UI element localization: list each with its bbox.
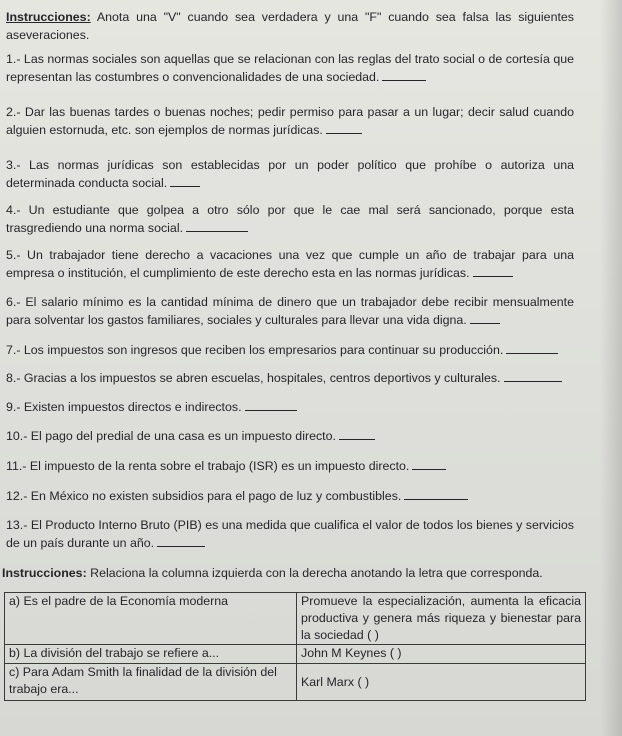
statement-text: 8.- Gracias a los impuestos se abren escuelas, hospitales, centros deportivos y culturales. [6, 371, 501, 385]
statement-1 [6, 50, 574, 86]
instructions-true-false [6, 8, 574, 44]
statement-13 [6, 516, 574, 552]
statement-10 [6, 427, 574, 445]
statement-text: 13.- El Producto Interno Bruto (PIB) es una medida que cualifica el valor de todos los bienes y servicios de un país durante un año. [6, 518, 574, 550]
statement-text: 9.- Existen impuestos directos e indirectos. [6, 400, 242, 414]
right-item-3[interactable]: Karl Marx ( ) [297, 664, 586, 701]
instructions-label: Instrucciones: [2, 566, 87, 580]
answer-blank[interactable] [470, 313, 500, 324]
answer-blank[interactable] [157, 536, 205, 547]
statement-text: 10.- El pago del predial de una casa es un impuesto directo. [6, 429, 336, 443]
right-item-2[interactable]: John M Keynes ( ) [297, 645, 586, 664]
statement-12 [6, 487, 574, 505]
answer-blank[interactable] [473, 266, 513, 277]
statement-8 [6, 369, 574, 387]
statement-3 [6, 156, 574, 192]
instructions-label: Instrucciones: [6, 10, 91, 24]
right-item-1[interactable]: Promueve la especialización, aumenta la eficacia productiva y genera más riqueza y bienestar para la sociedad ( ) [297, 593, 586, 645]
statement-text: 1.- Las normas sociales son aquellas que se relacionan con las reglas del trato social o de cortesía que representan las costumbres o convencionalidades de una sociedad. [6, 52, 574, 84]
answer-blank[interactable] [504, 371, 562, 382]
statement-text: 3.- Las normas jurídicas son establecidas por un poder político que prohíbe o autoriza una determinada conducta social. [6, 158, 574, 190]
answer-blank[interactable] [382, 70, 426, 81]
statement-text: 12.- En México no existen subsidios para el pago de luz y combustibles. [6, 489, 402, 503]
statement-text: 7.- Los impuestos son ingresos que reciben los empresarios para continuar su producción. [6, 343, 504, 357]
statement-11 [6, 457, 574, 475]
answer-blank[interactable] [412, 459, 446, 470]
statement-text: 11.- El impuesto de la renta sobre el trabajo (ISR) es un impuesto directo. [6, 459, 410, 473]
left-item-a: a) Es el padre de la Economía moderna [5, 593, 297, 645]
statement-text: 2.- Dar las buenas tardes o buenas noches; pedir permiso para pasar a un lugar; decir salud cuando alguien estornuda, etc. son ejemplos de normas jurídicas. [6, 105, 574, 137]
answer-blank[interactable] [506, 343, 558, 354]
statement-text: 4.- Un estudiante que golpea a otro sólo por que le cae mal será sancionado, porque esta trasgrediendo una norma social. [6, 203, 574, 235]
statement-9 [6, 398, 574, 416]
answer-blank[interactable] [170, 176, 200, 187]
statement-text: 5.- Un trabajador tiene derecho a vacaciones una vez que cumple un año de trabajar para una empresa o institución, el cumplimiento de este derecho esta en las normas jurídicas. [6, 248, 574, 280]
statement-4 [6, 201, 574, 237]
instructions-text: Anota una "V" cuando sea verdadera y una "F" cuando sea falsa las siguientes aseveraciones. [6, 10, 574, 42]
instructions-text: Relaciona la columna izquierda con la derecha anotando la letra que corresponda. [86, 566, 543, 580]
statement-6 [6, 293, 574, 329]
statement-text: 6.- El salario mínimo es la cantidad mínima de dinero que un trabajador debe recibir mensualmente para solventar los gastos familiares, sociales y culturales para llevar una vida digna. [6, 295, 574, 327]
answer-blank[interactable] [404, 489, 468, 500]
answer-blank[interactable] [339, 429, 375, 440]
answer-blank[interactable] [186, 221, 248, 232]
page-edge-shadow [600, 0, 622, 736]
table-row [5, 593, 586, 645]
table-row [5, 645, 586, 664]
left-item-b: b) La división del trabajo se refiere a... [5, 645, 297, 664]
answer-blank[interactable] [245, 400, 297, 411]
left-item-c: c) Para Adam Smith la finalidad de la división del trabajo era... [5, 664, 297, 701]
statement-7 [6, 341, 574, 359]
matching-table [4, 592, 586, 701]
answer-blank[interactable] [326, 123, 362, 134]
statement-5 [6, 246, 574, 282]
statement-2 [6, 103, 574, 139]
table-row [5, 664, 586, 701]
instructions-matching [2, 564, 570, 582]
